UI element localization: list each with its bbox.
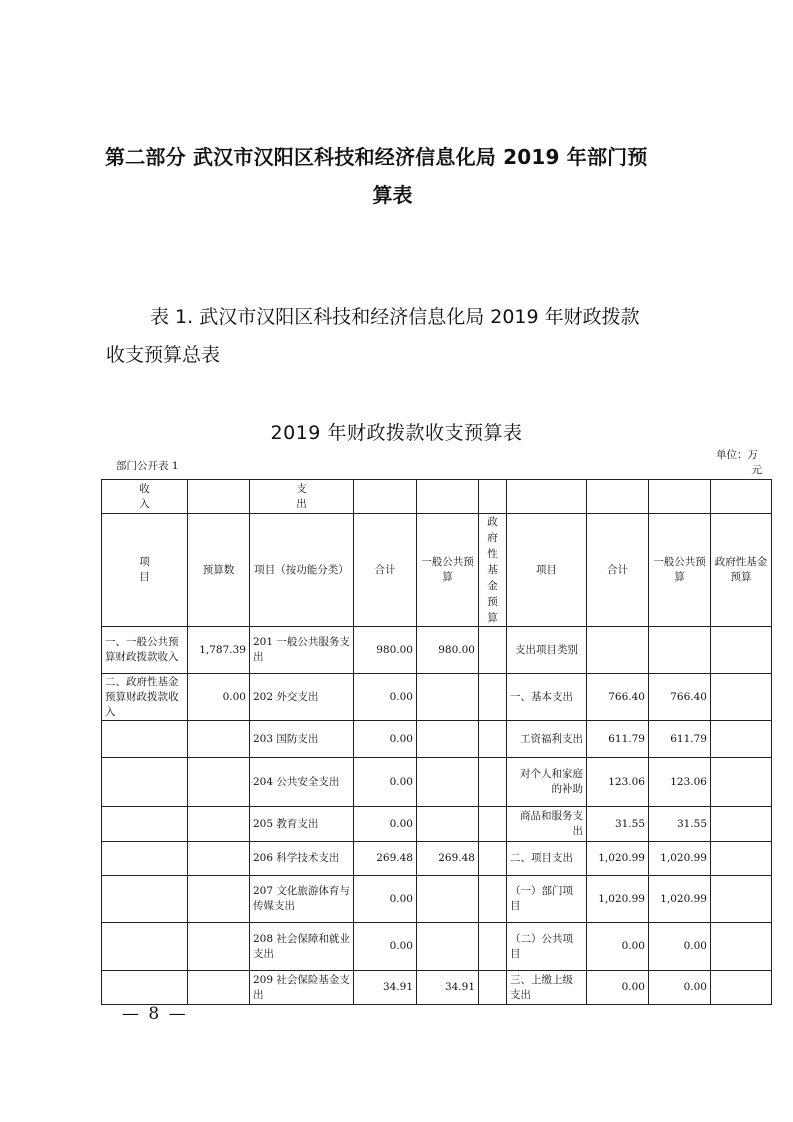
fund-cell [479,842,507,876]
econ-item-cell: 对个人和家庭的补助 [507,758,587,807]
func-item-cell: 209 社会保险基金支出 [250,971,354,1005]
econ-item-cell: 商品和服务支出 [507,807,587,842]
econ-general-cell: 31.55 [649,807,711,842]
col-header-item-2: 项目 [507,514,587,627]
econ-general-cell: 611.79 [649,721,711,758]
total-cell: 0.00 [354,807,417,842]
func-item-cell: 203 国防支出 [250,721,354,758]
econ-item-cell: 支出项目类别 [507,627,587,674]
total-cell: 0.00 [354,721,417,758]
econ-item-cell: 二、项目支出 [507,842,587,876]
col-header-general: 一般公共预算 [417,514,479,627]
table-row [102,876,772,923]
col-header-total: 合计 [354,514,417,627]
income-item-cell: 一、一般公共预算财政拨款收入 [102,627,188,674]
table-row [102,674,772,721]
col-header-total-2: 合计 [587,514,649,627]
income-item-cell [102,971,188,1005]
total-cell: 0.00 [354,758,417,807]
fund-cell [479,721,507,758]
part-title-line-1: 第二部分 武汉市汉阳区科技和经济信息化局 2019 年部门预 [105,145,648,169]
table-row [102,807,772,842]
general-cell: 269.48 [417,842,479,876]
income-group-header: 收 入 [102,480,188,514]
total-cell: 0.00 [354,876,417,923]
page-number: — 8 — [122,1004,188,1024]
income-amount-cell [188,971,250,1005]
income-amount-cell [188,923,250,971]
econ-item-cell: （一）部门项目 [507,876,587,923]
econ-fund-cell [711,674,772,721]
econ-total-cell: 1,020.99 [587,842,649,876]
col-header-general-2: 一般公共预算 [649,514,711,627]
income-amount-cell: 1,787.39 [188,627,250,674]
fund-cell [479,674,507,721]
part-title [105,138,705,214]
general-cell [417,721,479,758]
fund-cell [479,876,507,923]
econ-total-cell [587,627,649,674]
unit-label [716,448,768,478]
income-amount-cell [188,721,250,758]
general-cell [417,876,479,923]
func-item-cell: 201 一般公共服务支出 [250,627,354,674]
total-cell: 269.48 [354,842,417,876]
econ-general-cell: 0.00 [649,923,711,971]
func-item-cell: 205 教育支出 [250,807,354,842]
econ-total-cell: 123.06 [587,758,649,807]
col-header-fund-2: 政府性基金预算 [711,514,772,627]
general-cell: 34.91 [417,971,479,1005]
econ-item-cell: （二）公共项目 [507,923,587,971]
econ-general-cell: 766.40 [649,674,711,721]
table-row [102,758,772,807]
table-title-line-1: 表 1. 武汉市汉阳区科技和经济信息化局 2019 年财政拨款 [150,306,640,328]
econ-fund-cell [711,758,772,807]
fund-cell [479,627,507,674]
econ-total-cell: 1,020.99 [587,876,649,923]
econ-total-cell: 611.79 [587,721,649,758]
income-amount-cell [188,842,250,876]
table-title [106,298,706,374]
income-item-cell: 二、政府性基金预算财政拨款收入 [102,674,188,721]
unit-label-line-1: 单位：万 [716,449,758,461]
income-amount-cell [188,807,250,842]
sheet-title: 2019 年财政拨款收支预算表 [270,422,523,444]
income-item-cell [102,721,188,758]
econ-general-cell [649,627,711,674]
econ-general-cell: 1,020.99 [649,842,711,876]
table-row [102,721,772,758]
income-amount-cell: 0.00 [188,674,250,721]
econ-fund-cell [711,627,772,674]
econ-total-cell: 31.55 [587,807,649,842]
fund-cell [479,923,507,971]
income-item-cell [102,923,188,971]
income-item-cell [102,842,188,876]
total-cell: 980.00 [354,627,417,674]
econ-item-cell: 工资福利支出 [507,721,587,758]
budget-table [101,479,772,1005]
col-header-item: 项 目 [102,514,188,627]
econ-general-cell: 0.00 [649,971,711,1005]
table-group-header-row [102,480,772,514]
econ-general-cell: 1,020.99 [649,876,711,923]
income-amount-cell [188,876,250,923]
func-item-cell: 202 外交支出 [250,674,354,721]
table-row [102,923,772,971]
econ-total-cell: 766.40 [587,674,649,721]
total-cell: 0.00 [354,923,417,971]
general-cell: 980.00 [417,627,479,674]
table-column-header-row [102,514,772,627]
econ-total-cell: 0.00 [587,923,649,971]
econ-general-cell: 123.06 [649,758,711,807]
expense-group-header: 支 出 [250,480,354,514]
general-cell [417,923,479,971]
econ-fund-cell [711,876,772,923]
econ-fund-cell [711,721,772,758]
fund-cell [479,807,507,842]
income-item-cell [102,758,188,807]
general-cell [417,674,479,721]
general-cell [417,758,479,807]
fund-cell [479,758,507,807]
total-cell: 34.91 [354,971,417,1005]
col-header-budget: 预算数 [188,514,250,627]
table-row [102,971,772,1005]
func-item-cell: 208 社会保障和就业支出 [250,923,354,971]
econ-item-cell: 一、基本支出 [507,674,587,721]
econ-item-cell: 三、上缴上级支出 [507,971,587,1005]
total-cell: 0.00 [354,674,417,721]
econ-fund-cell [711,923,772,971]
income-item-cell [102,807,188,842]
econ-fund-cell [711,842,772,876]
part-title-line-2: 算表 [372,183,413,207]
income-item-cell [102,876,188,923]
fund-cell [479,971,507,1005]
unit-label-line-2: 元 [751,464,762,476]
table-row [102,627,772,674]
income-amount-cell [188,758,250,807]
col-header-func-item: 项目（按功能分类） [250,514,354,627]
general-cell [417,807,479,842]
func-item-cell: 204 公共安全支出 [250,758,354,807]
table-row [102,842,772,876]
func-item-cell: 206 科学技术支出 [250,842,354,876]
col-header-fund: 政 府 性 基 金 预 算 [479,514,507,627]
func-item-cell: 207 文化旅游体育与传媒支出 [250,876,354,923]
econ-fund-cell [711,971,772,1005]
dept-label: 部门公开表 1 [116,460,179,472]
table-title-line-2: 收支预算总表 [106,344,221,366]
econ-fund-cell [711,807,772,842]
econ-total-cell: 0.00 [587,971,649,1005]
